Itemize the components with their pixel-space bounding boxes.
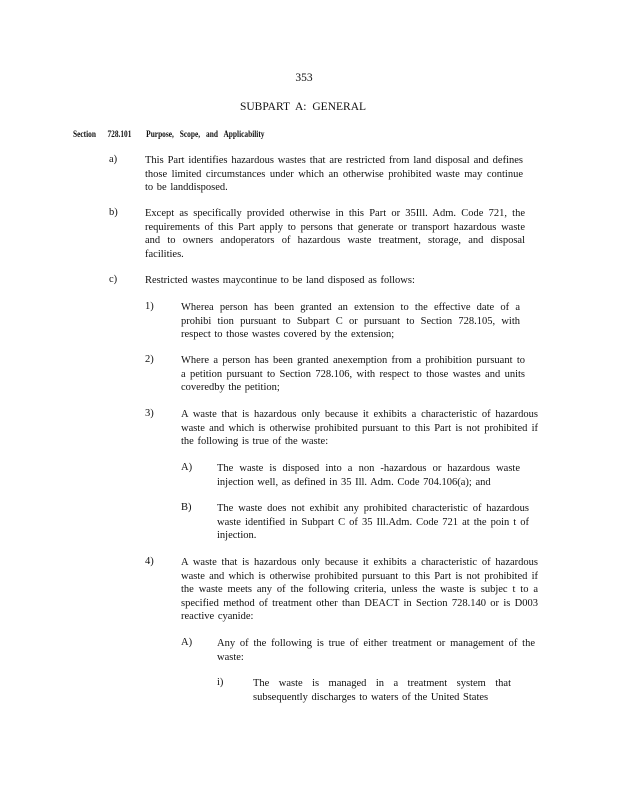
item-c3-label: 3) <box>145 408 154 419</box>
section-heading <box>73 129 264 139</box>
item-c1-label: 1) <box>145 301 154 312</box>
item-c4A-label: A) <box>181 637 193 648</box>
item-c2-text: Where a person has been granted anexemption from a prohibition pursuant to a petition pursuant to Section 728.106, with respect to those wastes and units coveredby the petition; <box>181 355 525 393</box>
section-label: Section <box>73 129 96 139</box>
item-b-label: b) <box>109 207 118 218</box>
item-c3B-text: The waste does not exhibit any prohibited characteristic of hazardous waste identified in Subpart C of 35 Ill.Adm. Code 721 at the poin t of injection. <box>217 503 529 541</box>
item-c3A-label: A) <box>181 462 193 473</box>
section-number: 728.101 <box>107 129 132 139</box>
item-c3A-text: The waste is disposed into a non -hazardous or hazardous waste injection well, as defined in 35 Ill. Adm. Code 704.106(a); and <box>217 463 520 488</box>
section-title: Purpose, Scope, and Applicability <box>146 129 265 139</box>
item-c2-label: 2) <box>145 354 154 365</box>
item-b-text: Except as specifically provided otherwise in this Part or 35Ill. Adm. Code 721, the requirements of this Part apply to persons that generate or transport hazardous waste and to owners andoperators of hazardous waste treatment, storage, and disposal facilities. <box>145 208 525 260</box>
item-a-label: a) <box>109 154 118 165</box>
item-c4Ai-label: i) <box>217 677 224 688</box>
page-number: 353 <box>295 72 313 84</box>
item-c-label: c) <box>109 274 118 285</box>
item-c3-text: A waste that is hazardous only because it exhibits a characteristic of hazardous waste and which is otherwise prohibited pursuant to this Part is not prohibited if the following is true of the waste: <box>181 409 538 447</box>
item-c-text: Restricted wastes maycontinue to be land disposed as follows: <box>145 275 415 286</box>
item-c3B-label: B) <box>181 502 192 513</box>
item-c1-text: Wherea person has been granted an extension to the effective date of a prohibi tion pursuant to Subpart C or pursuant to Section 728.105, with respect to those wastes covered by the extension; <box>181 302 520 340</box>
item-c4A-text: Any of the following is true of either treatment or management of the waste: <box>217 638 535 663</box>
item-c4Ai-text: The waste is managed in a treatment system that subsequently discharges to waters of the United States <box>253 678 511 703</box>
subpart-title: SUBPART A: GENERAL <box>239 101 367 113</box>
item-a-text: This Part identifies hazardous wastes that are restricted from land disposal and defines those limited circumstances under which an otherwise prohibited waste may continue to be landdisposed. <box>145 155 523 193</box>
item-c4-label: 4) <box>145 556 154 567</box>
item-c4-text: A waste that is hazardous only because it exhibits a characteristic of hazardous waste and which is otherwise prohibited pursuant to this Part is not prohibited if the waste meets any of the following criteria, unless the waste is subjec t to a specified method of treatment other than DEACT in Section 728.140 or is D003 reactive cyanide: <box>181 557 538 622</box>
